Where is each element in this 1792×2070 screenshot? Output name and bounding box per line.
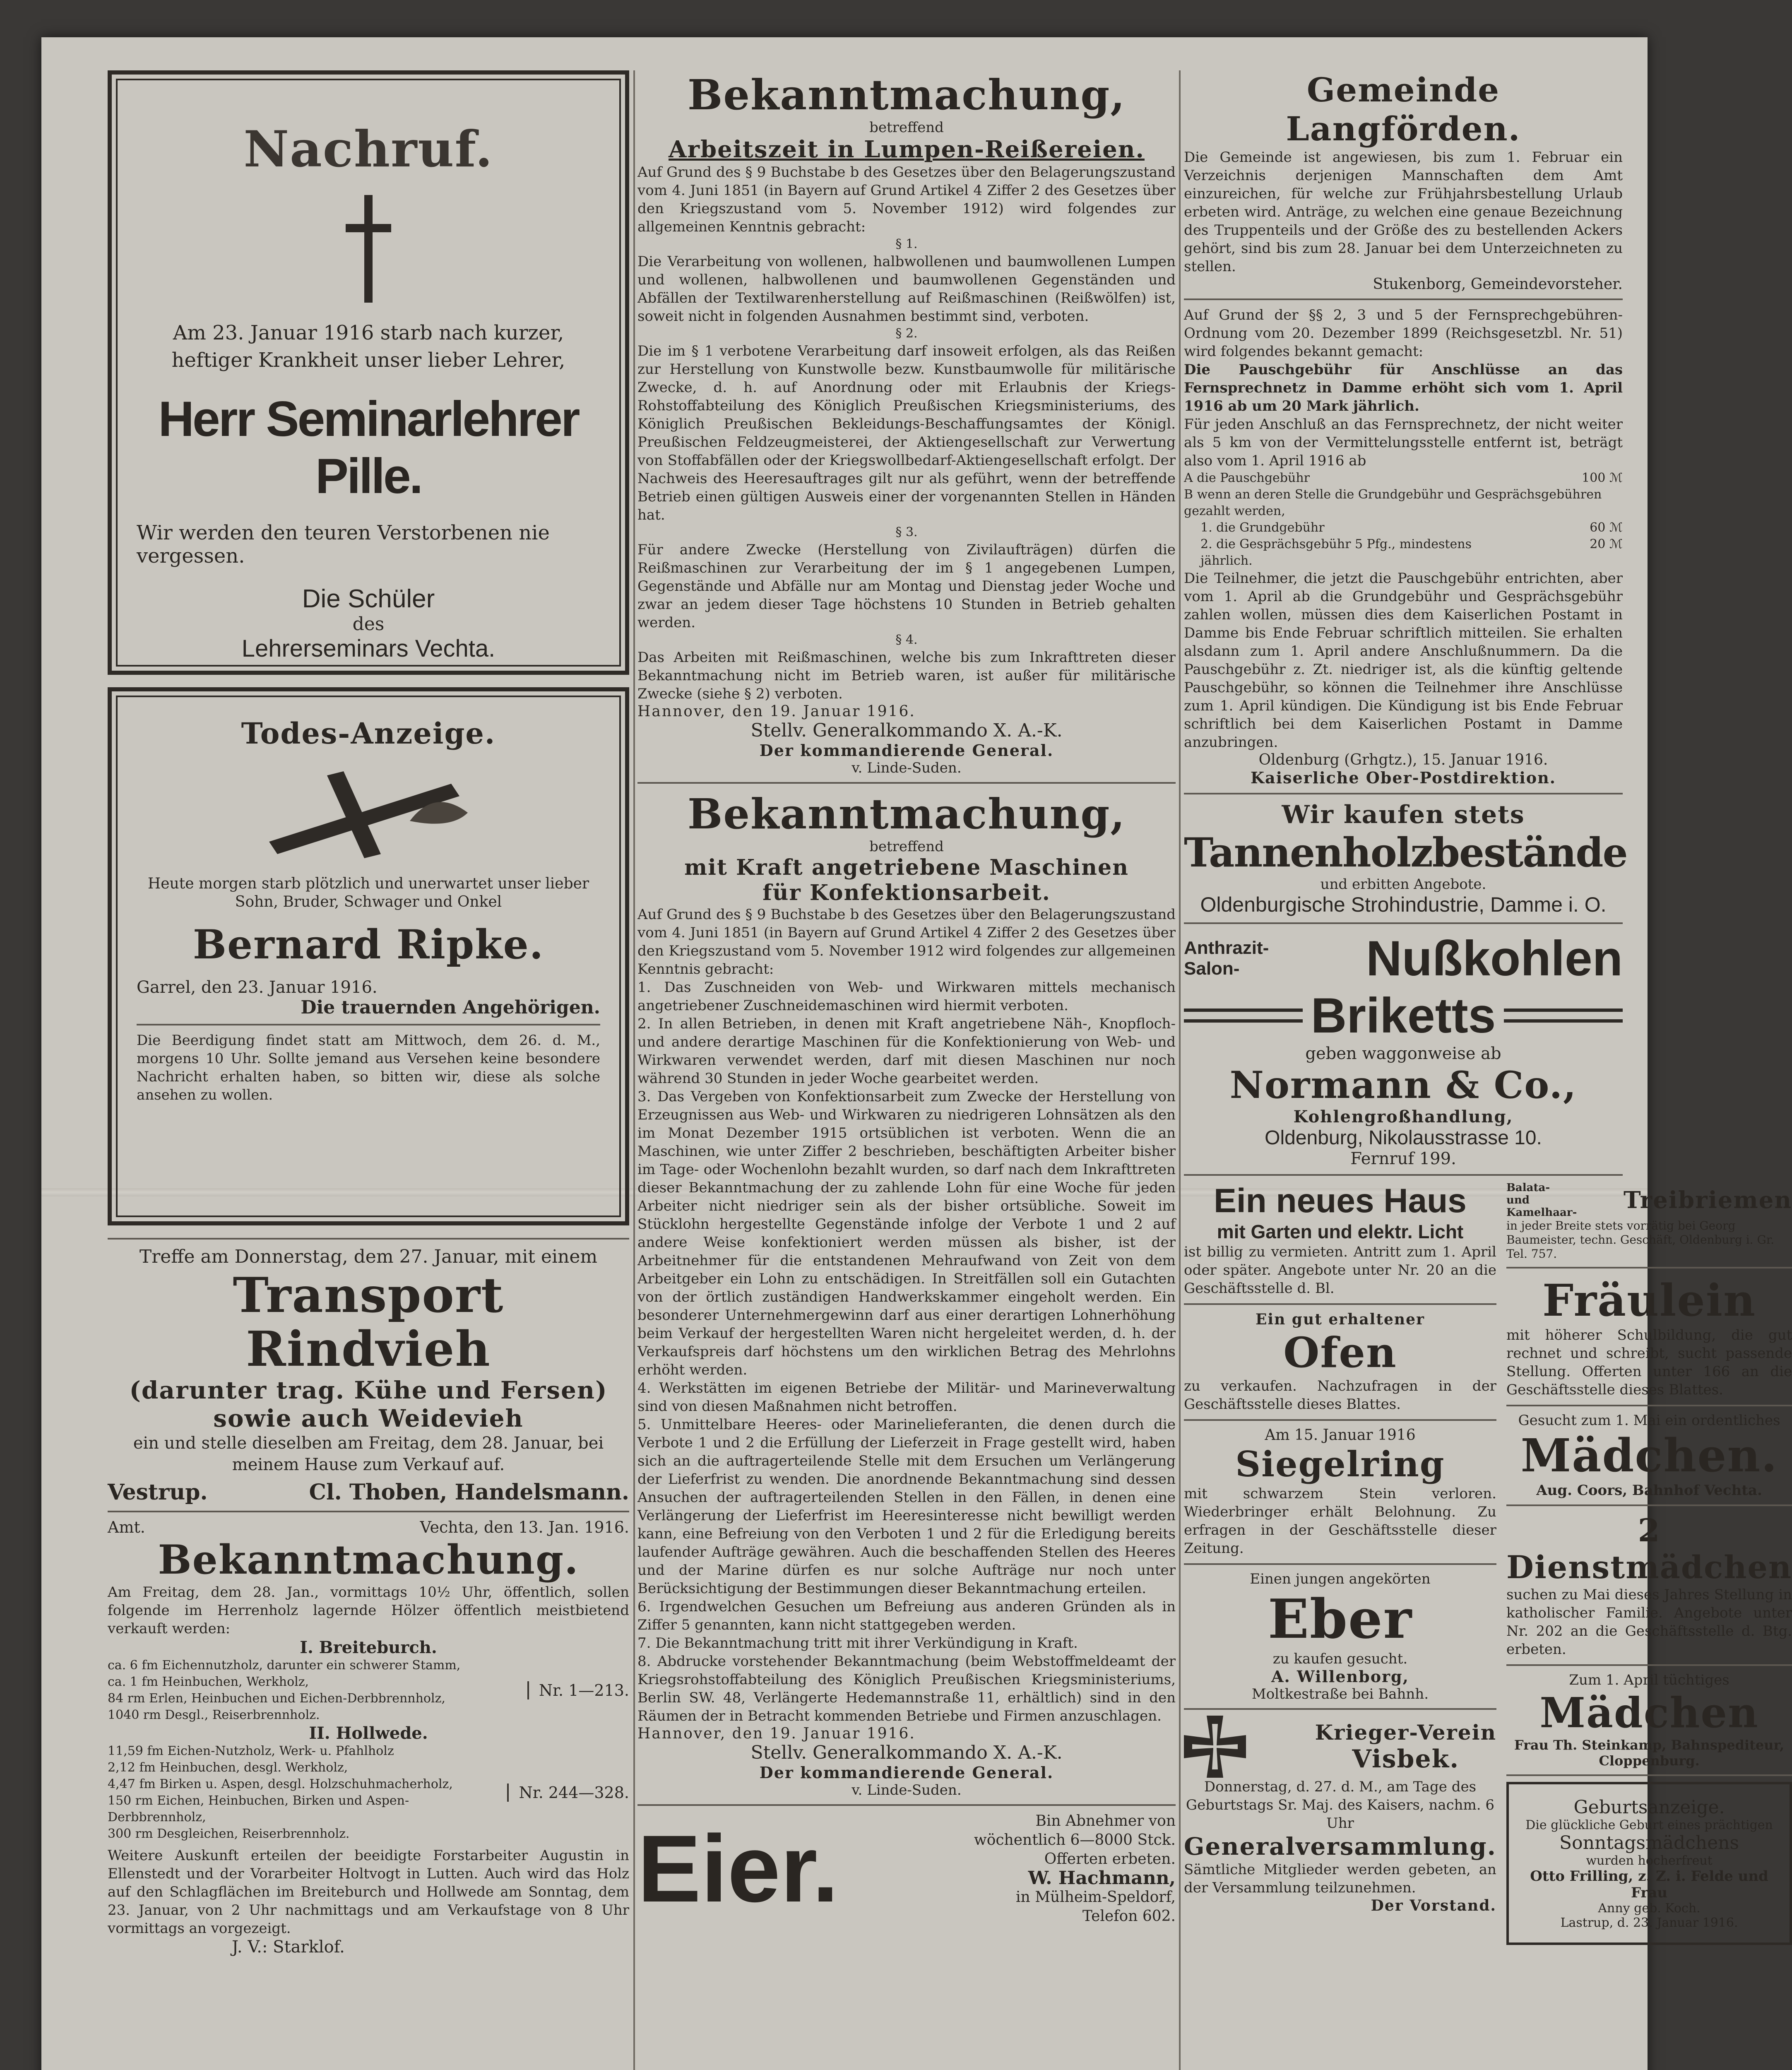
treib-big: Treibriemen [1623,1187,1792,1214]
bek2-item: 1. Das Zuschneiden von Web- und Wirkwaren mittels mechanisch angetriebener Zuschneidemaschinen wird hiermit verboten. [637,979,1176,1014]
bek1-sig1: Stellv. Generalkommando X. A.-K. [750,720,1063,741]
wood-item: 1040 rm Desgl., Reiserbrennholz. [108,1708,320,1722]
wood-item: 4,47 fm Birken u. Aspen, desgl. Holzschuhmacherholz, [108,1777,453,1791]
geburt-text2: wurden hocherfreut [1586,1853,1713,1868]
krieger-big: Generalversammlung. [1184,1832,1496,1861]
bek1-sig3: v. Linde-Suden. [852,760,962,776]
gemeinde-ad [1184,70,1623,293]
small-ads-left [1184,1182,1496,1945]
transport-title: Transport Rindvieh [233,1267,504,1377]
krieger-place: Visbek. [1352,1744,1460,1774]
bek-maschinen [637,789,1176,1798]
nachruf-sig1: Die Schüler [302,585,435,613]
divider [1506,1405,1792,1406]
dienst-big: 2 Dienstmädchen [1506,1512,1792,1586]
kohlen-sub: geben waggonweise ab [1305,1044,1501,1063]
transport-ad [108,1245,629,1505]
haus-text: ist billig zu vermieten. Antritt zum 1. April oder später. Angebote unter Nr. 20 an die Geschäftsstelle d. Bl. [1184,1244,1496,1297]
transport-sub2: sowie auch Weidevieh [213,1404,524,1432]
dienst-text: suchen zu Mai dieses Jahres Stellung in katholischer Familie. Angebote unter Nr. 202 an die Geschäftsstelle d. Btg. erbeten. [1506,1586,1792,1658]
bek1-p2h: § 2. [895,326,918,341]
bek2-item: 4. Werkstätten im eigenen Betriebe der Militär- und Marineverwaltung sind von diesen Maßnahmen nicht betroffen. [637,1380,1176,1415]
bek2-subject1: mit Kraft angetriebene Maschinen [684,855,1129,880]
divider [1184,1303,1496,1305]
divider [1506,1774,1792,1776]
wood-item: 300 rm Desgleichen, Reiserbrennholz. [108,1827,350,1841]
bek2-sig1: Stellv. Generalkommando X. A.-K. [750,1742,1063,1763]
todes-place: Garrel, den 23. Januar 1916. [137,978,378,997]
bek2-sig3: v. Linde-Suden. [852,1782,962,1798]
tannen-l2: Tannenholzbestände [1184,829,1627,876]
transport-sub1: (darunter trag. Kühe und Fersen) [129,1376,608,1404]
wood-item: ca. 6 fm Eichennutzholz, darunter ein schwerer Stamm, [108,1658,461,1673]
divider [1184,793,1623,794]
bek1-p3: Für andere Zwecke (Herstellung von Zivilaufträgen) dürfen die Reißmaschinen zur Verarbeitung der im § 1 angegebenen Lumpen, Gegenstände und Abfälle nur am Montag und Dienstag jeder Woche und zwar an jedem dieser Tage höchstens 10 Stunden in Betrieb gehalten werden. [637,542,1176,631]
bek1-p1: Die Verarbeitung von wollenen, halbwollenen und baumwollenen Lumpen und wollenen, halbwollenen und baumwollenen Gegenständen und Abfällen der Textilwarenherstellung auf Reißmaschinen (Reißwölfen) ist, soweit nicht in folgenden Ausnahmen bestimmt sind, verboten. [637,253,1176,325]
gem-sig: Stukenborg, Gemeindevorsteher. [1373,276,1623,293]
maedchen1-pre: Gesucht zum 1. Mai ein ordentliches [1518,1412,1780,1429]
haus-ad [1184,1182,1496,1297]
kohlen-tel: Fernruf 199. [1350,1149,1456,1168]
bek1-sig2: Der kommandierende General. [759,741,1054,760]
fern-b1: 1. die Grundgebühr [1200,520,1325,535]
bek2-subject2: für Konfektionsarbeit. [763,880,1051,905]
column-3 [1184,70,1792,2070]
geburt-names: Otto Frilling, z. Z. i. Felde und Frau [1530,1868,1768,1901]
fallen-cross-icon [137,759,600,867]
nachruf-text: Am 23. Januar 1916 starb nach kurzer, heftiger Krankheit unser lieber Lehrer, [171,321,565,372]
bek1-p1h: § 1. [895,237,918,251]
eier-big: Eier. [637,1815,839,1922]
tannen-l4: Oldenburgische Strohindustrie, Damme i. O. [1200,893,1607,916]
divider [637,1804,1176,1806]
fern-date: Oldenburg (Grhgtz.), 15. Januar 1916. [1258,751,1548,768]
krieger-text2: Sämtliche Mitglieder werden gebeten, an der Versammlung teilzunehmen. [1184,1861,1496,1896]
krieger-sig: Der Vorstand. [1371,1897,1496,1914]
haus-t2: mit Garten und elektr. Licht [1217,1221,1464,1242]
ofen-big: Ofen [1283,1328,1397,1377]
maedchen1-big: Mädchen. [1520,1429,1778,1482]
eier-ad [637,1812,1176,1926]
bek-title: Bekanntmachung. [158,1536,579,1583]
treib-pre: Balata- und Kamelhaar- [1506,1182,1577,1219]
column-rule [633,70,635,2070]
eber-ad [1184,1571,1496,1702]
tannen-l1: Wir kaufen stets [1282,800,1525,829]
fraeulein-ad [1506,1274,1792,1399]
column-2 [637,70,1176,2070]
fern-b2: 2. die Gesprächsgebühr 5 Pfg., mindestens [1200,537,1472,551]
eber-pre: Einen jungen angekörten [1250,1571,1431,1587]
fern-b2-tail: jährlich. [1200,554,1253,568]
geburt-names2: Anny geb. Koch. [1598,1901,1701,1916]
bek1-subject: Arbeitszeit in Lumpen-Reißereien. [669,136,1145,163]
bek-sec2: II. Hollwede. [309,1723,428,1743]
column-rule [1179,70,1181,2070]
wood-item: 150 rm Eichen, Heinbuchen, Birken und Aspen-Derbbrennholz, [108,1793,409,1824]
fern-a: A die Pauschgebühr [1184,471,1310,485]
fern-text2: Für jeden Anschluß an das Fernsprechnetz, der nicht weiter als 5 km von der Vermittelungsstelle entfernt ist, beträgt also vom 1. April 1916 ab [1184,416,1623,469]
cross-icon [137,195,600,303]
haus-t1: Ein neues Haus [1214,1182,1467,1220]
bek-text2: Weitere Auskunft erteilen der beeidigte Forstarbeiter Augustin in Ellenstedt und der Vorarbeiter Holtvogt in Lutten. Auch wird das Holz auf den Schlagflächen im Breiteburch und Hollwede am Sonntag, dem 23. Januar, von 2 Uhr nachmittags und am Verkaufstage von 8 Uhr vormittags an vorgezeigt. [108,1847,629,1937]
siegel-text: mit schwarzem Stein verloren. Wiederbringer erhält Belohnung. Zu erfragen in der Geschäftsstelle dieser Zeitung. [1184,1485,1496,1557]
kohlen-kind: Kohlengroßhandlung, [1293,1107,1513,1126]
kohlen-ad [1184,930,1623,1168]
kohlen-left1: Anthrazit- [1184,938,1269,958]
bek2-item: 8. Abdrucke vorstehender Bekanntmachung (beim Webstoffmeldeamt der Kriegsrohstoffabteilung des Königlich Preußischen Kriegsministeriums, Berlin SW. 48, Verlängerte Hedemannstraße 11, erhältlich) sind in den Räumen der in Betracht kommenden Betriebe und Firmen anzuschlagen. [637,1653,1176,1724]
dienst-ad [1506,1512,1792,1658]
kohlen-addr: Oldenburg, Nikolausstrasse 10. [1265,1127,1542,1149]
eber-addr: Moltkestraße bei Bahnh. [1251,1686,1429,1702]
bek1-betr: betreffend [869,119,944,136]
transport-place: Vestrup. [108,1480,208,1505]
nachruf-sig3: Lehrerseminars Vechta. [241,635,496,662]
bek-date: Vechta, den 13. Jan. 1916. [420,1518,629,1536]
maedchen2-big: Mädchen [1539,1688,1759,1737]
transport-intro: Treffe am Donnerstag, dem 27. Januar, mit einem [139,1246,598,1267]
divider [637,782,1176,784]
todes-text: Heute morgen starb plötzlich und unerwartet unser lieber Sohn, Bruder, Schwager und Onkel [147,875,589,910]
todes-anzeige-ad [108,687,629,1225]
wood-item: 11,59 fm Eichen-Nutzholz, Werk- u. Pfahlholz [108,1744,394,1758]
divider [1184,1708,1496,1710]
eber-big: Eber [1268,1587,1413,1651]
bek1-p4h: § 4. [895,633,918,647]
bek2-sig2: Der kommandierende General. [759,1763,1054,1782]
bek2-item: 3. Das Vergeben von Konfektionsarbeit zum Zwecke der Herstellung von Erzeugnissen aus Web- und Wirkwaren zu niedrigeren Lohnsätzen als den im Monat Dezember 1915 ortsüblichen ist verboten. Wenn die an Maschinen, wie unter Ziffer 2 beschrieben, beschäftigten Arbeiter bisher im Tage- oder Wochenlohn bezahlt wurden, so darf nach dem Inkrafttreten dieser Bekanntmachung der zu zahlende Lohn für eine Woche für jeden Arbeiter nicht niedriger sein als der bisher ortsübliche. Soweit im Stücklohn hergestellte Gegenstände infolge der Verbote 1 und 2 auf andere Weise konfektioniert werden müssen als bisher, ist der Arbeitnehmer für die entstandenen Mehraufwand von Zeit von dem Arbeitgeber ein Lohn zu entschädigen. In Streitfällen soll ein Gutachten von der örtlich zuständigen Handwerkskammer eingeholt werden. Ein besonderer Unternehmergewinn darf aus einer derartigen Lohnerhöhung beim Verkauf der hergestellten Waren nicht hergeleitet werden, d. h. der Verkaufspreis darf höchstens um den wirklichen Betrag des Mehrlohns erhöht werden. [637,1088,1176,1378]
fraeulein-text: mit höherer Schulbildung, die gut rechnet und schreibt, sucht passende Stellung. Offerten unter 166 an die Geschäftsstelle dieses Blattes. [1506,1327,1792,1398]
nachruf-sig2: des [352,614,385,635]
kohlen-firm: Normann & Co., [1229,1063,1577,1107]
maedchen1-sig: Aug. Coors, Bahnhof Vechta. [1536,1482,1762,1499]
maedchen2-sig: Frau Th. Steinkamp, Bahnspediteur, Cloppenburg. [1514,1737,1785,1769]
fern-b: B wenn an deren Stelle die Grundgebühr und Gesprächsgebühren gezahlt werden, [1184,487,1602,518]
wood-item: 84 rm Erlen, Heinbuchen und Eichen-Derbbrennholz, [108,1691,445,1706]
divider [108,1238,629,1240]
geburt-title: Geburtsanzeige. [1573,1797,1725,1818]
kohlen-left2: Salon- [1184,958,1240,979]
krieger-ad [1184,1716,1496,1914]
tannen-l3: und erbitten Angebote. [1320,876,1487,893]
eier-text: Bin Abnehmer von wöchentlich 6—8000 Stck. Offerten erbeten. [974,1812,1176,1868]
wood-item: 2,12 fm Heinbuchen, desgl. Werkholz, [108,1760,348,1775]
bek1-title: Bekanntmachung, [687,70,1126,119]
divider [108,1511,629,1512]
nachruf-name: Herr Seminarlehrer Pille. [158,391,579,504]
krieger-title: Krieger-Verein [1315,1720,1496,1745]
divider [1506,1504,1792,1506]
bek-nr2: Nr. 244—328. [507,1784,629,1802]
fern-b1-val: 60 ℳ [1590,520,1623,535]
bek2-date: Hannover, den 19. Januar 1916. [637,1725,916,1742]
fernsprech-ad [1184,306,1623,787]
geburt-ad [1506,1782,1792,1945]
eber-text: zu kaufen gesucht. [1272,1651,1408,1667]
bek2-item: 6. Irgendwelchen Gesuchen um Befreiung aus anderen Gründen als in Ziffer 5 genannten, kann nicht stattgegeben werden. [637,1598,1176,1633]
bek2-item: 7. Die Bekanntmachung tritt mit ihrer Verkündigung in Kraft. [637,1635,1078,1651]
bek1-p4: Das Arbeiten mit Reißmaschinen, welche bis zum Inkrafttreten dieser Bekanntmachung nicht im Betrieb waren, ist außer für militärische Zwecke (siehe § 2) verboten. [637,649,1176,702]
holz-bekanntmachung [108,1518,629,1957]
kohlen-big2: Briketts [1311,988,1496,1043]
eier-tel: Telefon 602. [1082,1908,1176,1925]
fern-sig: Kaiserliche Ober-Postdirektion. [1251,768,1556,787]
bek2-item: 2. In allen Betrieben, in denen mit Kraft angetriebene Näh-, Knopfloch- und andere derartige Maschinen für die Konfektionierung von Web- und Wirkwaren verwendet werden, darf mit diesen Maschinen nur noch während 30 Stunden in jeder Woche gearbeitet werden. [637,1016,1176,1087]
bek-text: Am Freitag, dem 28. Jan., vormittags 10½ Uhr, öffentlich, sollen folgende im Herrenholz lagernde Hölzer öffentlich meistbietend verkauft werden: [108,1584,629,1637]
maedchen1-ad [1506,1412,1792,1499]
bek1-p3h: § 3. [895,525,918,539]
treib-ad [1506,1182,1792,1261]
fern-text1: Die Pauschgebühr für Anschlüsse an das Fernsprechnetz in Damme erhöht sich vom 1. April 1916 ab um 20 Mark jährlich. [1184,361,1623,414]
column-1 [108,70,629,2070]
bek1-intro: Auf Grund des § 9 Buchstabe b des Gesetzes über den Belagerungszustand vom 4. Juni 1851 (in Bayern auf Grund Artikel 4 Ziffer 2 des Gesetzes über den Kriegszustand vom 5. November 1912) wird folgendes zur allgemeinen Kenntnis gebracht: [637,164,1176,235]
tannen-ad [1184,800,1627,917]
todes-note: Die Beerdigung findet statt am Mittwoch, dem 26. d. M., morgens 10 Uhr. Sollte jemand aus Versehen keine besondere Nachricht erhalten haben, so bitten wir, diese als solche ansehen zu wollen. [137,1032,600,1103]
ofen-text: zu verkaufen. Nachzufragen in der Geschäftsstelle dieses Blattes. [1184,1378,1496,1413]
ofen-pre: Ein gut erhaltener [1255,1311,1425,1328]
divider [1184,1419,1496,1421]
divider [1506,1664,1792,1666]
divider [1184,298,1623,300]
maedchen2-ad [1506,1672,1792,1769]
bek2-betr: betreffend [869,838,944,855]
small-ads-right [1506,1182,1792,1945]
todes-sig: Die trauernden Angehörigen. [301,997,600,1018]
nachruf-title: Nachruf. [243,120,493,178]
todes-title: Todes-Anzeige. [241,716,496,751]
divider [1184,922,1623,924]
eier-name: W. Hachmann, [1028,1868,1176,1889]
bek-amt: Amt. [108,1518,145,1536]
rule-bar [1504,1009,1623,1023]
bek2-intro: Auf Grund des § 9 Buchstabe b des Gesetzes über den Belagerungszustand vom 4. Juni 1851 (in Bayern auf Grund Artikel 4 Ziffer 2 des Gesetzes über den Kriegszustand vom 5. November 1912 wird folgendes zur allgemeinen Kenntnis gebracht: [637,906,1176,977]
divider [1506,1267,1792,1268]
bek2-item: 5. Unmittelbare Heeres- oder Marinelieferanten, die denen durch die Verbote 1 und 2 die Erfüllung der Lieferzeit in Frage gestellt wird, haben sich an die auftragerteilende Stelle mit dem Ersuchen um Verlängerung der Lieferfrist zu wenden. Die anordnende Bekanntmachung sind dessen Ansuchen der auftragerteilenden Stellen in den Fällen, in denen eine Verlängerung der Lieferfrist im Heeresinteresse nicht bewilligt werden kann, eine Befreiung von den Verboten 1 und 2 für die Erledigung bereits laufender Aufträge gewähren. Auch die beschaffenden Stellen des Heeres und der Marine dürfen es nur solche Aufträge nur noch unter Berücksichtigung der Bestimmungen dieser Bekanntmachung erteilen. [637,1416,1176,1597]
bek-sec1: I. Breiteburch. [300,1638,437,1657]
fraeulein-big: Fräulein [1542,1274,1756,1326]
geburt-date: Lastrup, d. 23. Januar 1916. [1560,1916,1738,1930]
bek1-p2: Die im § 1 verbotene Verarbeitung darf insoweit erfolgen, als das Reißen zur Herstellung von Kunstwolle bezw. Kunstbaumwolle für militärische Zwecke, d. h. auf Anordnung oder mit Erlaubnis der Kriegs-Rohstoffabteilung des Königlich Preußischen Kriegsministeriums, des Königlich Preußischen Bekleidungs-Beschaffungsamtes der Königl. Preußischen Feldzeugmeisterei, der Aktiengesellschaft zur Verwertung von Stoffabfällen oder der Kriegswollbedarf-Aktiengesellschaft erfolgt. Der Nachweis des Heeresauftrages gilt nur als geführt, wenn der betreffende Betrieb einen gültigen Ausweis einer der vorgenannten Stellen in Händen hat. [637,343,1176,523]
divider [1184,1563,1496,1565]
small-ads-grid [1184,1182,1792,1945]
bek-nr1: Nr. 1—213. [527,1681,629,1699]
bek2-title: Bekanntmachung, [687,789,1126,838]
wood-list-2 [108,1743,480,1842]
bek-lumpen [637,70,1176,776]
siegel-big: Siegelring [1235,1444,1445,1485]
siegel-pre: Am 15. Januar 1916 [1265,1427,1416,1444]
wood-list-1 [108,1657,480,1723]
fern-a-val: 100 ℳ [1582,471,1623,485]
siegel-ad [1184,1427,1496,1557]
nachruf-text2: Wir werden den teuren Verstorbenen nie vergessen. [137,521,550,568]
ofen-ad [1184,1311,1496,1413]
nachruf-ad [108,70,629,675]
todes-name: Bernard Ripke. [192,921,544,968]
wood-item: ca. 1 fm Heinbuchen, Werkholz, [108,1675,309,1689]
rule-bar [1184,1009,1303,1023]
geburt-big: Sonntagsmädchens [1559,1832,1739,1853]
geburt-text: Die glückliche Geburt eines prächtigen [1525,1818,1773,1832]
bek-sig: J. V.: Starklof. [232,1938,345,1957]
eier-place: in Mülheim-Speldorf, [1016,1889,1176,1906]
gem-text: Die Gemeinde ist angewiesen, bis zum 1. Februar ein Verzeichnis derjenigen Mannschaften dem Amt einzureichen, für welche zur Frühjahrsbestellung Urlaub erbeten wird. Anträge, zu welchen eine genaue Bezeichnung des Truppenteils und der Größe des zu bestellenden Ackers gehört, sind bis zum 28. Januar bei dem Unterzeichneten zu stellen. [1184,149,1623,275]
iron-cross-icon [1184,1716,1246,1778]
transport-name: Cl. Thoben, Handelsmann. [309,1480,629,1505]
transport-text: ein und stelle dieselben am Freitag, dem 28. Januar, bei meinem Hause zum Verkauf auf. [133,1434,604,1474]
kohlen-big1: Nußkohlen [1366,931,1623,986]
bek1-date: Hannover, den 19. Januar 1916. [637,703,916,720]
treib-text: in jeder Breite stets vorrätig bei Georg Baumeister, techn. Geschäft, Oldenburg i. Gr. Tel. 757. [1506,1219,1775,1261]
fern-b2-val: 20 ℳ [1590,537,1623,551]
fern-intro: Auf Grund der §§ 2, 3 und 5 der Fernsprechgebühren-Ordnung vom 20. Dezember 1899 (Reichsgesetzbl. Nr. 51) wird folgendes bekannt gemacht: [1184,307,1623,360]
eber-name: A. Willenborg, [1271,1667,1409,1686]
divider [1184,1174,1623,1176]
krieger-text: Donnerstag, d. 27. d. M., am Tage des Geburtstags Sr. Maj. des Kaisers, nachm. 6 Uhr [1186,1779,1495,1832]
fern-text3: Die Teilnehmer, die jetzt die Pauschgebühr entrichten, aber vom 1. April ab die Grundgebühr und Gesprächsgebühr zahlen wollen, müssen dies dem Kaiserlichen Postamt in Damme bis Ende Februar schriftlich mitteilen. Sie erhalten alsdann zum 1. April andere Anschlußnummern. Da die Pauschgebühr z. Zt. niedriger ist, als die künftig geltende Pauschgebühr, so können die Teilnehmer ihre Anschlüsse zum 1. April kündigen. Die Kündigung ist bis Ende Februar schriftlich bei dem Kaiserlichen Postamt in Damme anzubringen. [1184,570,1623,751]
divider [137,1024,600,1025]
newspaper-page [41,37,1792,2070]
gem-title: Gemeinde Langförden. [1286,70,1521,148]
maedchen2-pre: Zum 1. April tüchtiges [1569,1672,1729,1688]
